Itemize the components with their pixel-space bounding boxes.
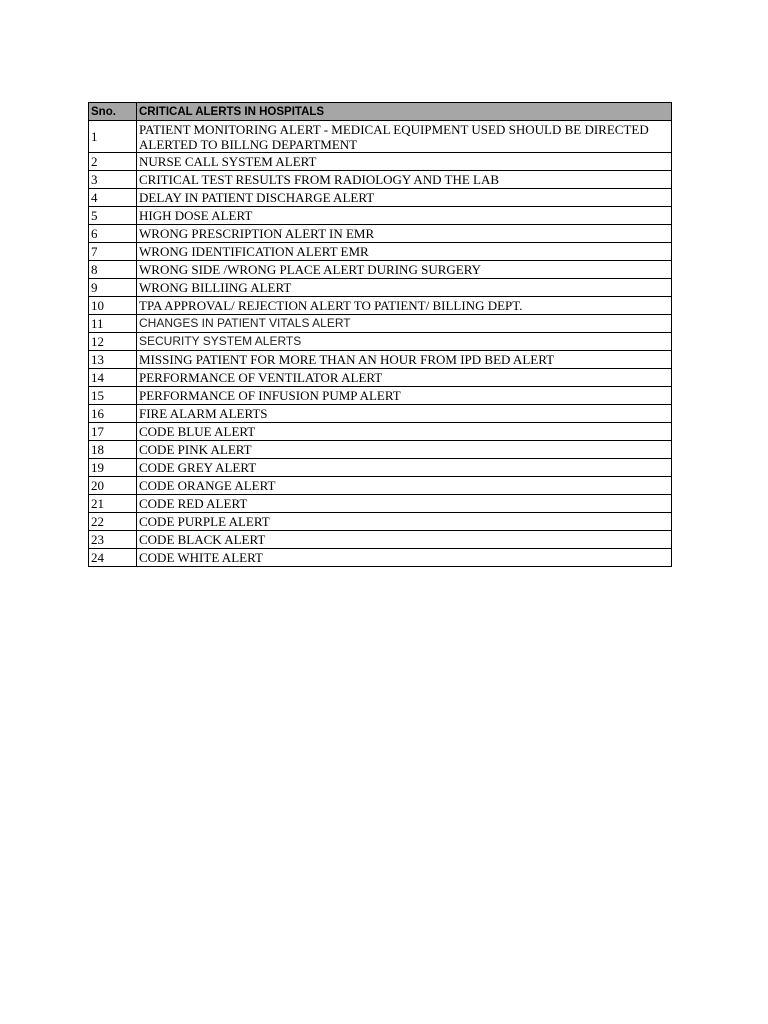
row-alert: SECURITY SYSTEM ALERTS [137,333,672,351]
row-alert: HIGH DOSE ALERT [137,207,672,225]
table-row [89,225,672,243]
row-sno: 12 [89,333,137,351]
table-row [89,549,672,567]
table-row [89,171,672,189]
row-sno: 3 [89,171,137,189]
header-critical-alerts: CRITICAL ALERTS IN HOSPITALS [137,103,672,121]
row-alert: MISSING PATIENT FOR MORE THAN AN HOUR FROM IPD BED ALERT [137,351,672,369]
row-alert: FIRE ALARM ALERTS [137,405,672,423]
table-row [89,243,672,261]
row-sno: 13 [89,351,137,369]
critical-alerts-table [88,102,672,567]
row-alert: DELAY IN PATIENT DISCHARGE ALERT [137,189,672,207]
row-alert: CODE PINK ALERT [137,441,672,459]
row-sno: 15 [89,387,137,405]
row-alert: WRONG PRESCRIPTION ALERT IN EMR [137,225,672,243]
table-row [89,333,672,351]
row-sno: 19 [89,459,137,477]
row-sno: 6 [89,225,137,243]
row-sno: 7 [89,243,137,261]
row-alert: CRITICAL TEST RESULTS FROM RADIOLOGY AND THE LAB [137,171,672,189]
row-alert: CODE RED ALERT [137,495,672,513]
row-sno: 10 [89,297,137,315]
header-sno: Sno. [89,103,137,121]
row-sno: 16 [89,405,137,423]
row-alert: WRONG SIDE /WRONG PLACE ALERT DURING SURGERY [137,261,672,279]
spreadsheet-page [88,102,671,567]
row-sno: 14 [89,369,137,387]
row-sno: 22 [89,513,137,531]
row-sno: 5 [89,207,137,225]
row-alert: CODE BLUE ALERT [137,423,672,441]
table-row [89,423,672,441]
table-row [89,531,672,549]
table-row [89,441,672,459]
table-row [89,207,672,225]
row-alert: TPA APPROVAL/ REJECTION ALERT TO PATIENT/ BILLING DEPT. [137,297,672,315]
table-row [89,297,672,315]
row-sno: 9 [89,279,137,297]
row-alert: WRONG BILLIING ALERT [137,279,672,297]
header-row [89,103,672,121]
table-row [89,351,672,369]
row-sno: 17 [89,423,137,441]
row-sno: 4 [89,189,137,207]
table-row [89,153,672,171]
table-row [89,513,672,531]
table-row [89,477,672,495]
row-alert: CHANGES IN PATIENT VITALS ALERT [137,315,672,333]
table-row [89,121,672,153]
row-alert: CODE ORANGE ALERT [137,477,672,495]
table-row [89,279,672,297]
table-row [89,459,672,477]
row-alert: PATIENT MONITORING ALERT - MEDICAL EQUIPMENT USED SHOULD BE DIRECTED ALERTED TO BILLNG DEPARTMENT [137,121,672,153]
row-sno: 18 [89,441,137,459]
table-row [89,405,672,423]
row-alert: CODE GREY ALERT [137,459,672,477]
row-alert: NURSE CALL SYSTEM ALERT [137,153,672,171]
row-sno: 23 [89,531,137,549]
row-alert: PERFORMANCE OF VENTILATOR ALERT [137,369,672,387]
row-sno: 2 [89,153,137,171]
table-row [89,315,672,333]
row-alert: WRONG IDENTIFICATION ALERT EMR [137,243,672,261]
row-sno: 11 [89,315,137,333]
row-sno: 20 [89,477,137,495]
table-row [89,495,672,513]
row-sno: 1 [89,121,137,153]
table-row [89,261,672,279]
table-row [89,189,672,207]
row-alert: PERFORMANCE OF INFUSION PUMP ALERT [137,387,672,405]
row-alert: CODE PURPLE ALERT [137,513,672,531]
row-sno: 24 [89,549,137,567]
row-alert: CODE BLACK ALERT [137,531,672,549]
row-sno: 8 [89,261,137,279]
table-row [89,387,672,405]
row-alert: CODE WHITE ALERT [137,549,672,567]
row-sno: 21 [89,495,137,513]
table-row [89,369,672,387]
